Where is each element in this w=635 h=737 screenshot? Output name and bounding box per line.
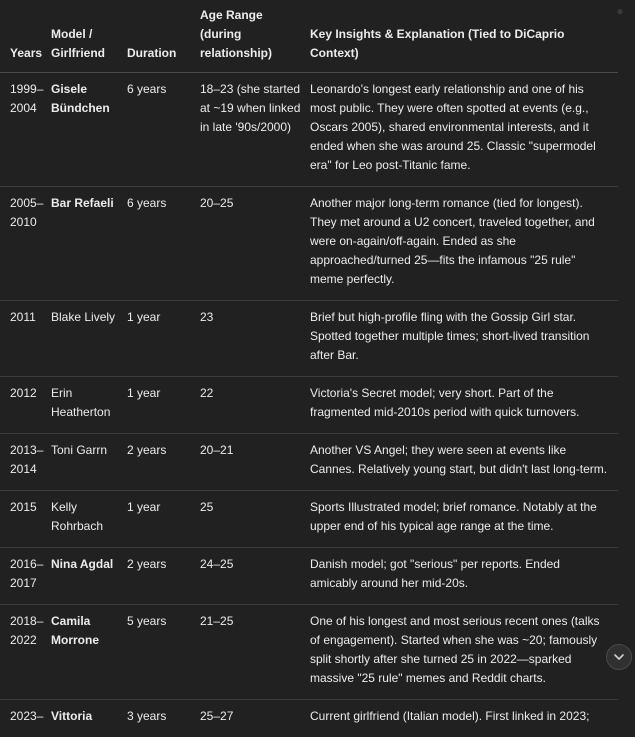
table-row [0, 700, 618, 737]
cell-model: Nina Agdal [51, 548, 127, 605]
header-years: Years [0, 0, 51, 73]
cell-years: 2018–2022 [0, 605, 51, 700]
cell-model: Blake Lively [51, 301, 127, 377]
header-duration: Duration [127, 0, 200, 73]
cell-age-range: 25–27 [200, 700, 310, 737]
cell-duration: 1 year [127, 301, 200, 377]
cell-duration: 1 year [127, 377, 200, 434]
cell-duration: 2 years [127, 548, 200, 605]
cell-age-range: 22 [200, 377, 310, 434]
header-age-range: Age Range (during relationship) [200, 0, 310, 73]
cell-duration: 2 years [127, 434, 200, 491]
cell-duration: 6 years [127, 73, 200, 187]
cell-insight: Victoria's Secret model; very short. Part of the fragmented mid-2010s period with quick turnovers. [310, 377, 618, 434]
table-row [0, 491, 618, 548]
cell-insight: Sports Illustrated model; brief romance. Notably at the upper end of his typical age range at the time. [310, 491, 618, 548]
cell-model: Camila Morrone [51, 605, 127, 700]
dot-icon: ● [613, 4, 627, 18]
table-row [0, 187, 618, 301]
cell-years: 2005–2010 [0, 187, 51, 301]
header-model: Model / Girlfriend [51, 0, 127, 73]
scroll-down-button[interactable] [606, 644, 632, 670]
cell-duration: 6 years [127, 187, 200, 301]
cell-duration: 3 years [127, 700, 200, 737]
cell-age-range: 23 [200, 301, 310, 377]
cell-age-range: 20–21 [200, 434, 310, 491]
cell-age-range: 21–25 [200, 605, 310, 700]
table-row [0, 73, 618, 187]
cell-insight: Current girlfriend (Italian model). First linked in 2023; [310, 700, 618, 737]
cell-duration: 5 years [127, 605, 200, 700]
header-insights: Key Insights & Explanation (Tied to DiCaprio Context) [310, 0, 618, 73]
cell-insight: Another VS Angel; they were seen at events like Cannes. Relatively young start, but didn't last long-term. [310, 434, 618, 491]
cell-years: 2016–2017 [0, 548, 51, 605]
table-row [0, 377, 618, 434]
cell-years: 2015 [0, 491, 51, 548]
cell-age-range: 25 [200, 491, 310, 548]
cell-duration: 1 year [127, 491, 200, 548]
table-row [0, 301, 618, 377]
cell-insight: Brief but high-profile fling with the Gossip Girl star. Spotted together multiple times; short-lived transition after Bar. [310, 301, 618, 377]
cell-insight: Leonardo's longest early relationship and one of his most public. They were often spotted at events (e.g., Oscars 2005), shared environmental interests, and it ended when she was around 25. Classic "supermodel era" for Leo post-Titanic fame. [310, 73, 618, 187]
table-header-row [0, 0, 618, 73]
cell-age-range: 24–25 [200, 548, 310, 605]
cell-insight: Another major long-term romance (tied for longest). They met around a U2 concert, traveled together, and were on-again/off-again. Ended as she approached/turned 25—fits the infamous "25 rule" meme perfectly. [310, 187, 618, 301]
cell-years: 2012 [0, 377, 51, 434]
cell-years: 2013–2014 [0, 434, 51, 491]
table-row [0, 548, 618, 605]
cell-years: 2023– [0, 700, 51, 737]
cell-insight: One of his longest and most serious recent ones (talks of engagement). Started when she was ~20; famously split shortly after she turned 25 in 2022—sparked massive "25 rule" memes and Reddit charts. [310, 605, 618, 700]
cell-model: Erin Heatherton [51, 377, 127, 434]
cell-insight: Danish model; got "serious" per reports. Ended amicably around her mid-20s. [310, 548, 618, 605]
cell-years: 2011 [0, 301, 51, 377]
cell-model: Bar Refaeli [51, 187, 127, 301]
table-row [0, 434, 618, 491]
cell-model: Gisele Bündchen [51, 73, 127, 187]
cell-years: 1999–2004 [0, 73, 51, 187]
cell-model: Kelly Rohrbach [51, 491, 127, 548]
cell-model: Vittoria [51, 700, 127, 737]
cell-model: Toni Garrn [51, 434, 127, 491]
table-row [0, 605, 618, 700]
cell-age-range: 20–25 [200, 187, 310, 301]
chevron-down-icon [613, 651, 625, 663]
cell-age-range: 18–23 (she started at ~19 when linked in late '90s/2000) [200, 73, 310, 187]
